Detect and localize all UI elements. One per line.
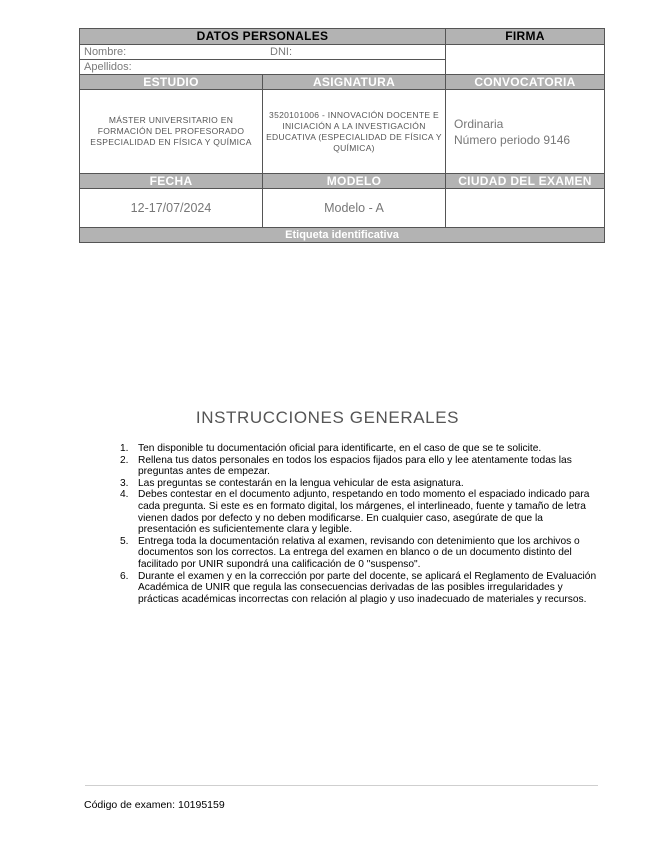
- instructions-list: [118, 443, 598, 605]
- estudio-value: MÁSTER UNIVERSITARIO EN FORMACIÓN DEL PROFESORADO ESPECIALIDAD EN FÍSICA Y QUÍMICA: [80, 90, 263, 174]
- instruction-item: [118, 478, 598, 490]
- estudio-heading: ESTUDIO: [80, 75, 263, 90]
- convocatoria-heading: CONVOCATORIA: [446, 75, 605, 90]
- instruction-number: 5.: [120, 535, 129, 547]
- nombre-field[interactable]: [80, 45, 446, 60]
- modelo-value: Modelo - A: [263, 189, 446, 228]
- instruction-item: [118, 536, 598, 571]
- instruction-text: Entrega toda la documentación relativa al examen, revisando con detenimiento que los archivos o documentos son los correctos. La entrega del examen en blanco o de un documento distinto del facilitado por UNIR supondrá una calificación de 0 "suspenso".: [138, 535, 580, 570]
- footer-divider: [85, 785, 598, 786]
- instruction-number: 4.: [120, 489, 129, 501]
- instruction-text: Durante el examen y en la corrección por parte del docente, se aplicará el Reglamento de Evaluación Académica de UNIR que regula las consecuencias derivadas de las posibles irregularidades y prácticas académicas incorrectas con relación al plagio y uso inadecuado de materiales y recursos.: [138, 570, 597, 605]
- apellidos-field[interactable]: [80, 60, 446, 75]
- etiqueta-identificativa: Etiqueta identificativa: [80, 228, 605, 243]
- firma-heading: FIRMA: [446, 29, 605, 45]
- convocatoria-periodo: Número periodo 9146: [454, 132, 571, 147]
- datos-personales-heading: DATOS PERSONALES: [80, 29, 446, 45]
- asignatura-heading: ASIGNATURA: [263, 75, 446, 90]
- ciudad-heading: CIUDAD DEL EXAMEN: [446, 174, 605, 189]
- dni-label: DNI:: [270, 46, 292, 58]
- fecha-heading: FECHA: [80, 174, 263, 189]
- convocatoria-type: Ordinaria: [454, 116, 504, 131]
- instruction-text: Debes contestar en el documento adjunto, respetando en todo momento el espaciado indicado para cada pregunta. Si este es en formato digital, los márgenes, el interlineado, fuente y tamaño de letra vienen dados por defecto y no deben modificarse. En cualquier caso, asegúrate de que la presentación es suficientemente clara y legible.: [138, 489, 590, 536]
- instruction-item: [118, 455, 598, 478]
- instruction-item: [118, 489, 598, 535]
- exam-code: Código de examen: 10195159: [84, 799, 225, 811]
- nombre-label: Nombre:: [84, 46, 127, 58]
- ciudad-field[interactable]: [446, 189, 605, 228]
- instruction-item: [118, 443, 598, 455]
- convocatoria-value: [446, 90, 605, 174]
- modelo-heading: MODELO: [263, 174, 446, 189]
- apellidos-label: Apellidos:: [84, 61, 132, 73]
- instruction-number: 3.: [120, 477, 129, 489]
- firma-box[interactable]: [446, 45, 605, 75]
- instruction-text: Ten disponible tu documentación oficial para identificarte, en el caso de que se te solicite.: [138, 443, 542, 454]
- instruction-number: 1.: [120, 443, 129, 454]
- exam-header-table: [79, 28, 605, 243]
- asignatura-value: 3520101006 - INNOVACIÓN DOCENTE E INICIACIÓN A LA INVESTIGACIÓN EDUCATIVA (ESPECIALIDAD DE FÍSICA Y QUÍMICA): [263, 90, 446, 174]
- instruction-item: [118, 571, 598, 606]
- instructions-title: INSTRUCCIONES GENERALES: [195, 408, 460, 427]
- instruction-text: Las preguntas se contestarán en la lengua vehicular de esta asignatura.: [138, 477, 464, 489]
- fecha-value: 12-17/07/2024: [80, 189, 263, 228]
- instruction-text: Rellena tus datos personales en todos los espacios fijados para ello y lee atentamente todas las preguntas antes de empezar.: [138, 454, 572, 478]
- instruction-number: 6.: [120, 570, 129, 582]
- instruction-number: 2.: [120, 454, 129, 466]
